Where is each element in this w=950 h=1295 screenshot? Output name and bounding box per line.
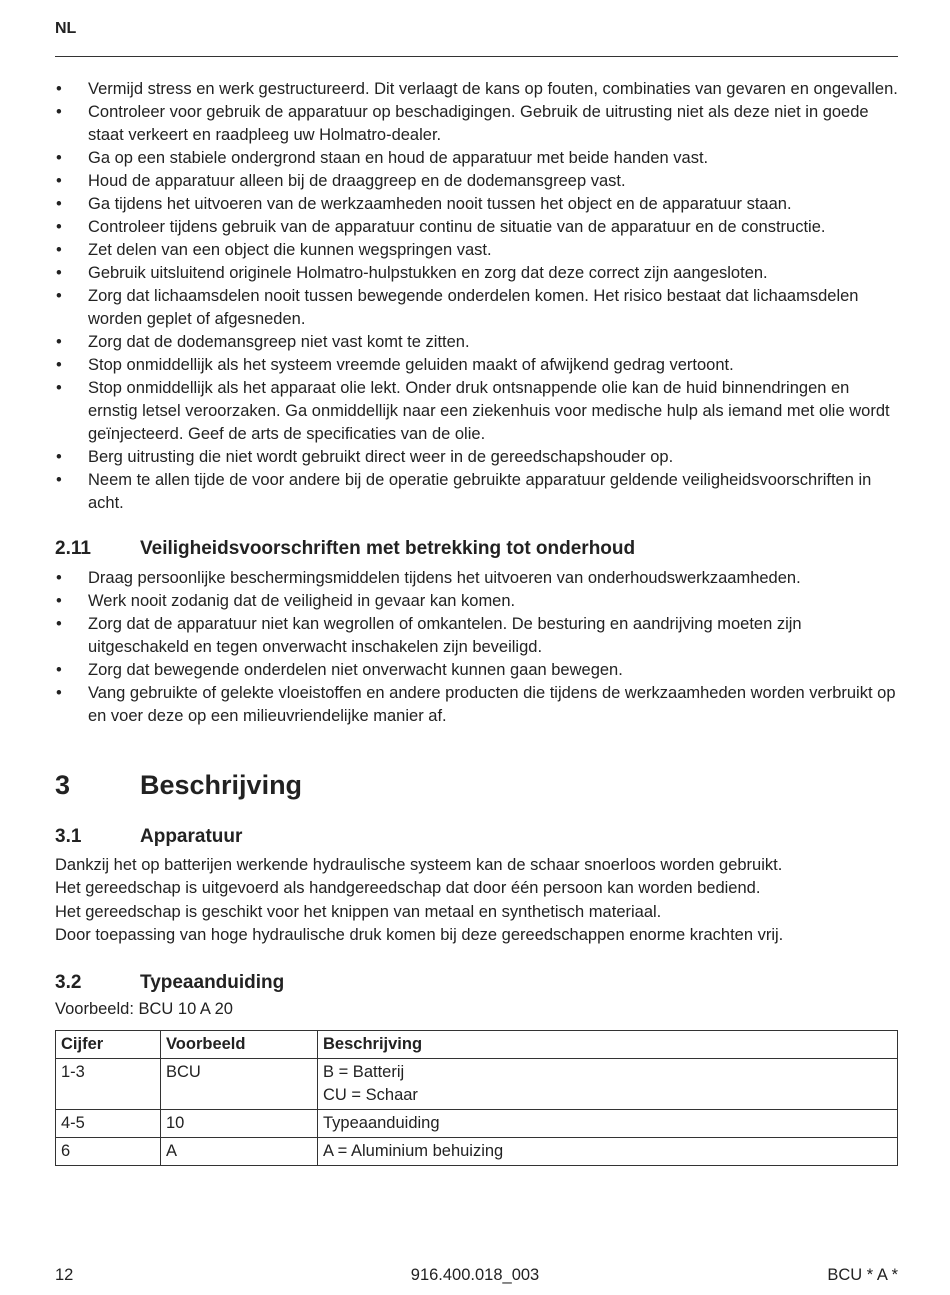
list-item: • Stop onmiddellijk als het apparaat olie lekt. Onder druk ontsnappende olie kan de huid binnendringen en ernstig letsel veroorzaken. Ga onmiddellijk naar een ziekenhuis voor medische hulp als iemand met olie wordt geïnjecteerd. Geef de arts de specificaties van de olie. <box>55 377 898 446</box>
maintenance-list <box>55 567 898 728</box>
table-cell <box>318 1110 898 1138</box>
list-item: • Ga tijdens het uitvoeren van de werkzaamheden nooit tussen het object en de apparatuur staan. <box>55 193 898 216</box>
list-item: • Zorg dat de dodemansgreep niet vast komt te zitten. <box>55 331 898 354</box>
page-content <box>55 78 898 1166</box>
list-item: • Gebruik uitsluitend originele Holmatro-hulpstukken en zorg dat deze correct zijn aangesloten. <box>55 262 898 285</box>
section-title: Apparatuur <box>140 826 243 847</box>
list-item: • Controleer voor gebruik de apparatuur op beschadigingen. Gebruik de uitrusting niet als deze niet in goede staat verkeert en raadpleeg uw Holmatro-dealer. <box>55 101 898 147</box>
list-item: • Draag persoonlijke beschermingsmiddelen tijdens het uitvoeren van onderhoudswerkzaamheden. <box>55 567 898 590</box>
table-cell: BCU <box>161 1059 318 1110</box>
table-cell: 10 <box>161 1110 318 1138</box>
list-item: • Vang gebruikte of gelekte vloeistoffen en andere producten die tijdens de werkzaamheden worden verbruikt op en voer deze op een milieuvriendelijke manier af. <box>55 682 898 728</box>
paragraph-line: Het gereedschap is uitgevoerd als handgereedschap dat door één persoon kan worden bediend. <box>55 879 761 898</box>
list-item: • Berg uitrusting die niet wordt gebruikt direct weer in de gereedschapshouder op. <box>55 446 898 469</box>
table-cell: A <box>161 1138 318 1166</box>
cell-line: Typeaanduiding <box>323 1114 440 1133</box>
section-number: 3.1 <box>55 826 82 847</box>
list-item: • Zorg dat bewegende onderdelen niet onverwacht kunnen gaan bewegen. <box>55 659 898 682</box>
list-item: • Neem te allen tijde de voor andere bij de operatie gebruikte apparatuur geldende veiligheidsvoorschriften in acht. <box>55 469 898 515</box>
table-header-row <box>56 1031 898 1059</box>
section-number: 3.2 <box>55 972 82 994</box>
column-header: Cijfer <box>56 1031 161 1059</box>
list-item: • Zorg dat de apparatuur niet kan wegrollen of omkantelen. De besturing en aandrijving moeten zijn uitgeschakeld en tegen onverwacht inschakelen zijn beveiligd. <box>55 613 898 659</box>
type-example: Voorbeeld: BCU 10 A 20 <box>55 1000 233 1019</box>
model-code: BCU * A * <box>827 1266 898 1284</box>
chapter-number: 3 <box>55 770 71 800</box>
section-title: Veiligheidsvoorschriften met betrekking tot onderhoud <box>140 538 636 559</box>
list-item: • Zorg dat lichaamsdelen nooit tussen bewegende onderdelen komen. Het risico bestaat dat lichaamsdelen worden geplet of afgesneden. <box>55 285 898 331</box>
column-header: Beschrijving <box>318 1031 898 1059</box>
header-divider <box>55 56 898 57</box>
section-title: Typeaanduiding <box>140 972 285 994</box>
list-item: • Vermijd stress en werk gestructureerd. Dit verlaagt de kans op fouten, combinaties van gevaren en ongevallen. <box>55 78 898 101</box>
chapter-heading-3 <box>55 768 898 802</box>
table-cell <box>318 1138 898 1166</box>
paragraph-line: Het gereedschap is geschikt voor het knippen van metaal en synthetisch materiaal. <box>55 902 662 921</box>
list-item: • Werk nooit zodanig dat de veiligheid in gevaar kan komen. <box>55 590 898 613</box>
cell-line: CU = Schaar <box>323 1086 418 1105</box>
section-heading-2-11 <box>55 537 898 561</box>
table-cell: 6 <box>56 1138 161 1166</box>
table-cell: 4-5 <box>56 1110 161 1138</box>
section-heading-3-1 <box>55 825 898 849</box>
description-paragraph <box>55 854 898 947</box>
column-header: Voorbeeld <box>161 1031 318 1059</box>
list-item: • Zet delen van een object die kunnen wegspringen vast. <box>55 239 898 262</box>
table-cell: 1-3 <box>56 1059 161 1110</box>
page-number: 12 <box>55 1266 74 1284</box>
paragraph-line: Dankzij het op batterijen werkende hydraulische systeem kan de schaar snoerloos worden gebruikt. <box>55 856 783 874</box>
language-code: NL <box>55 20 77 37</box>
section-heading-3-2 <box>55 971 898 995</box>
list-item: • Controleer tijdens gebruik van de apparatuur continu de situatie van de apparatuur en de constructie. <box>55 216 898 239</box>
table-cell <box>318 1059 898 1110</box>
table-row <box>56 1110 898 1138</box>
safety-list <box>55 78 898 515</box>
list-item: • Houd de apparatuur alleen bij de draaggreep en de dodemansgreep vast. <box>55 170 898 193</box>
list-item: • Ga op een stabiele ondergrond staan en houd de apparatuur met beide handen vast. <box>55 147 898 170</box>
list-item: • Stop onmiddellijk als het systeem vreemde geluiden maakt of afwijkend gedrag vertoont. <box>55 354 898 377</box>
section-number: 2.11 <box>55 538 91 559</box>
table-row <box>56 1138 898 1166</box>
cell-line: B = Batterij <box>323 1063 405 1082</box>
chapter-title: Beschrijving <box>140 770 303 800</box>
cell-line: A = Aluminium behuizing <box>323 1142 504 1161</box>
type-designation-table <box>55 1030 898 1166</box>
document-number: 916.400.018_003 <box>410 1266 540 1284</box>
paragraph-line: Door toepassing van hoge hydraulische druk komen bij deze gereedschappen enorme krachten vrij. <box>55 925 784 944</box>
table-row <box>56 1059 898 1110</box>
